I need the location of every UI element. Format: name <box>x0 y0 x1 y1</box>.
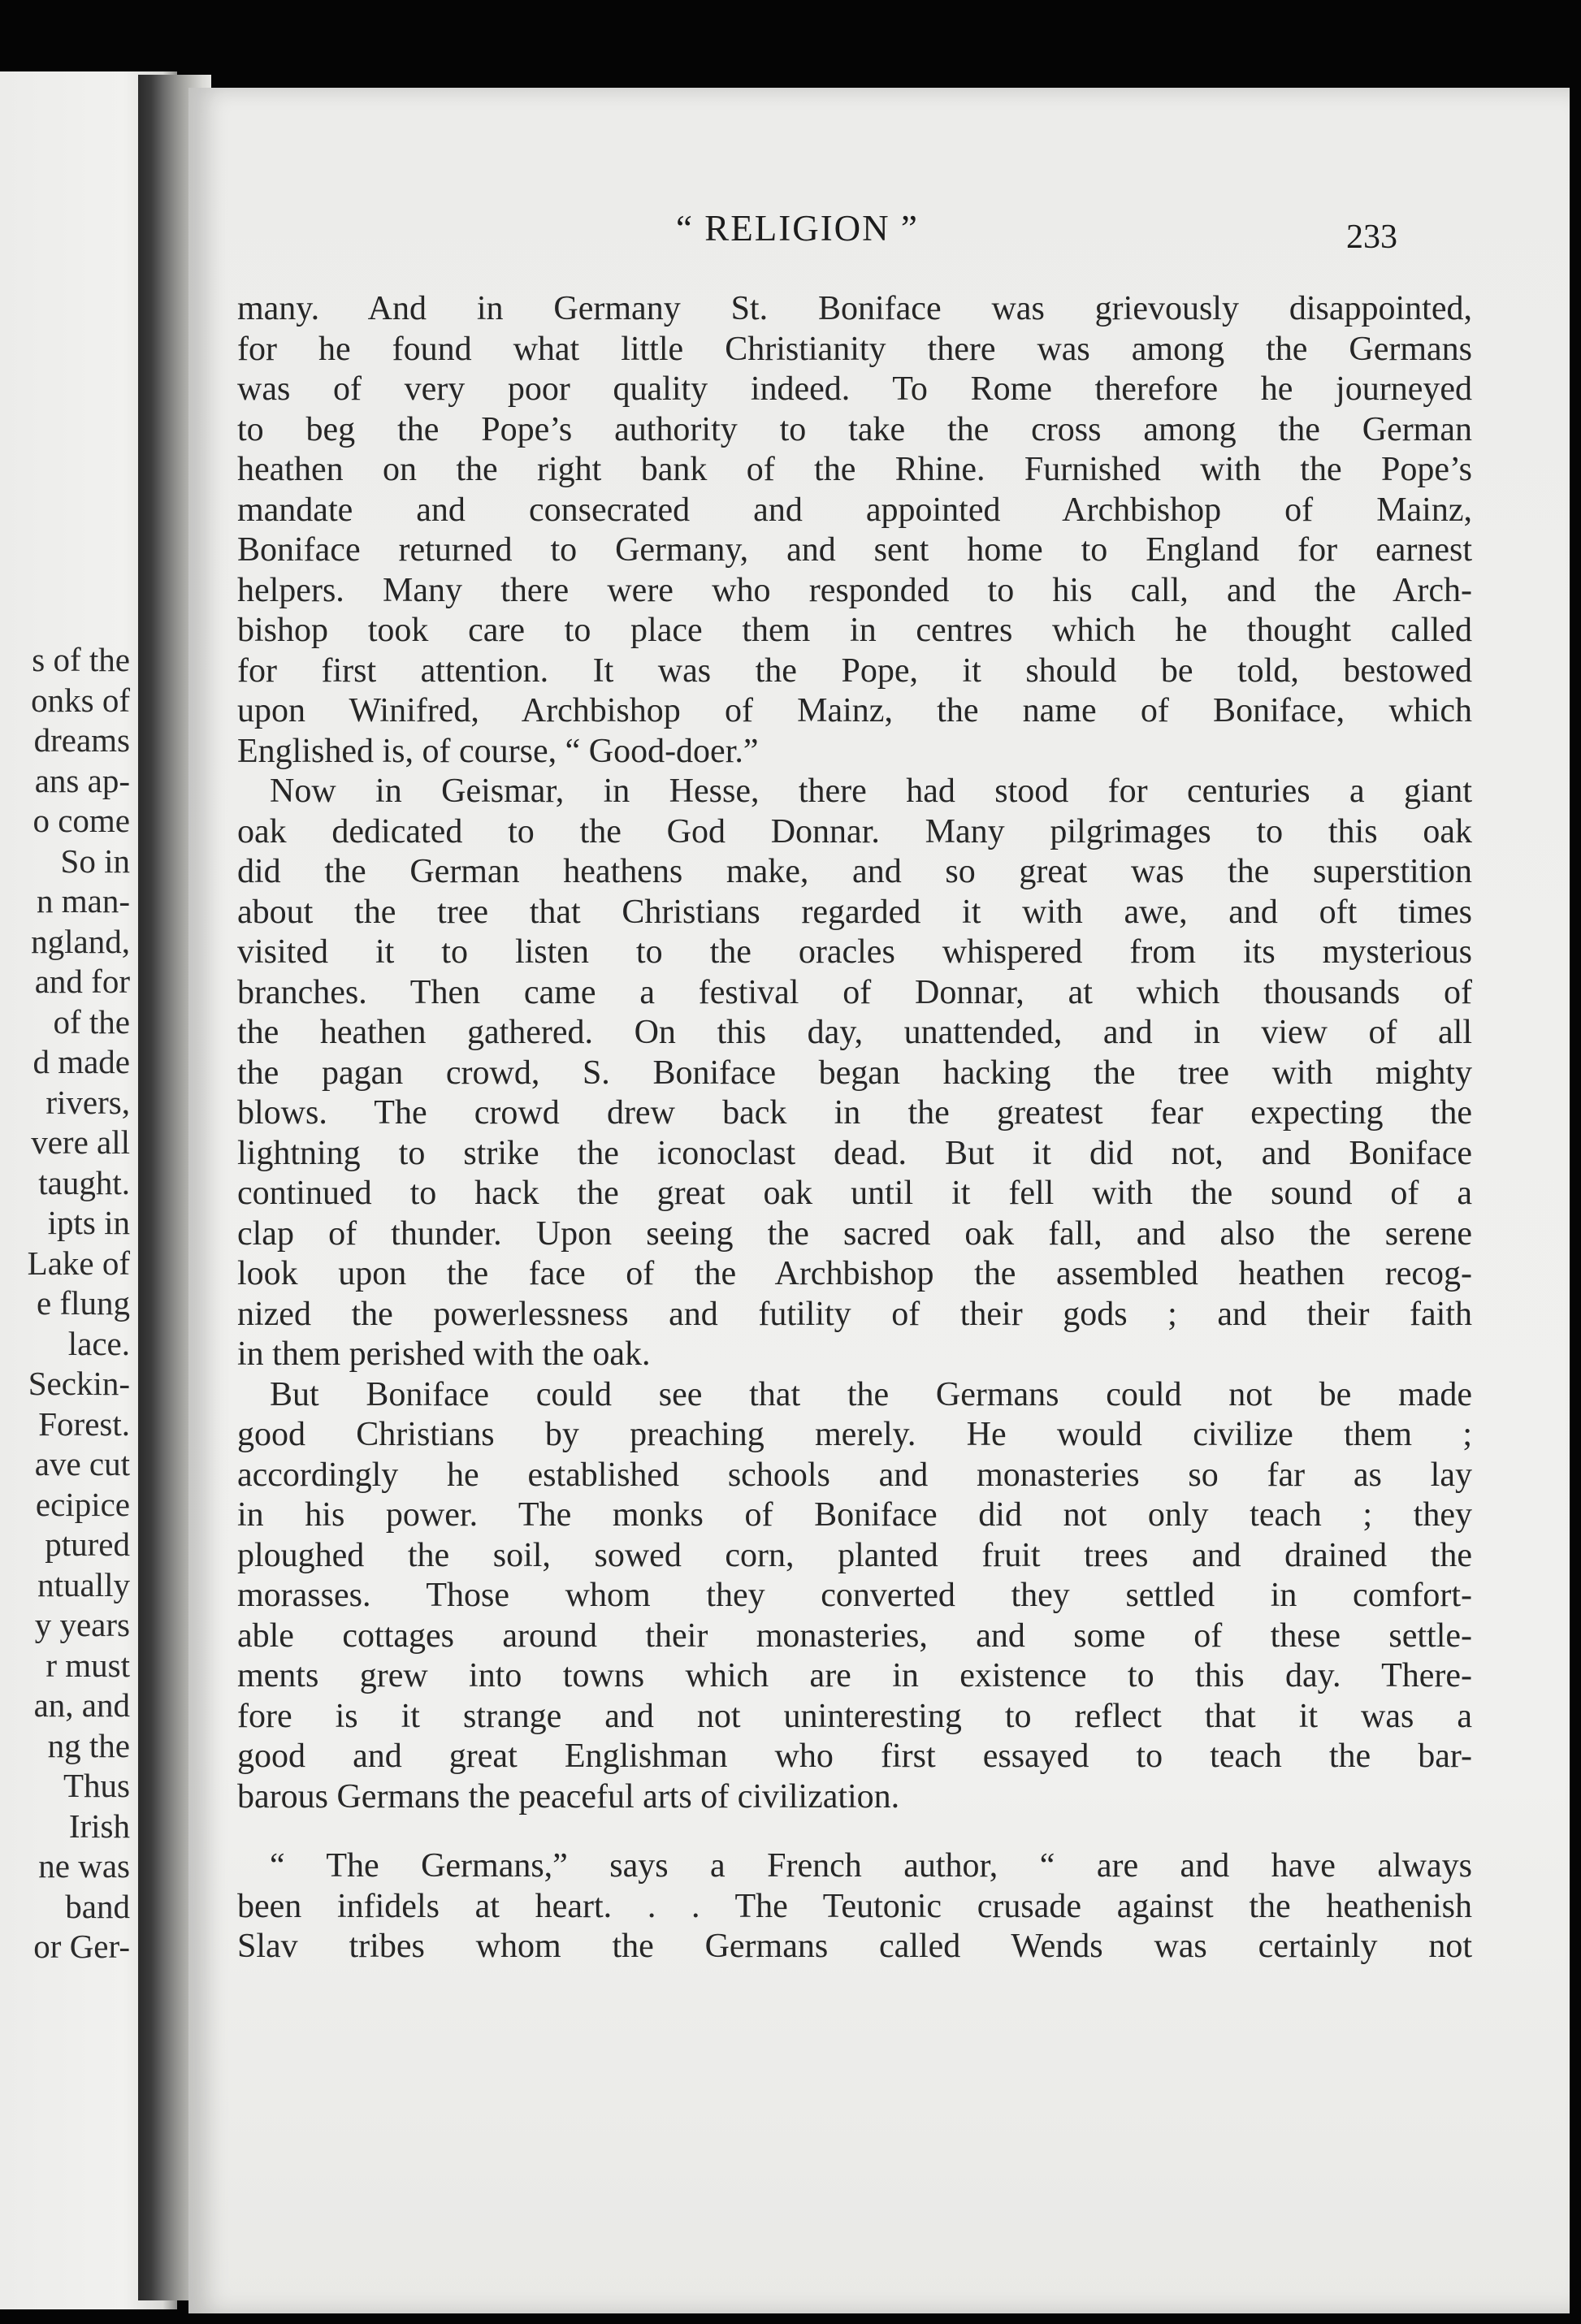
text-line: upon Winifred, Archbishop of Mainz, the name of Boniface, which <box>237 692 1472 729</box>
text-line: Englished is, of course, “ Good-doer.” <box>237 732 759 770</box>
left-line: n man- <box>37 882 130 920</box>
text-line: morasses. Those whom they converted they settled in comfort- <box>237 1577 1472 1614</box>
text-line: was of very poor quality indeed. To Rome therefore he journeyed <box>237 370 1472 408</box>
text-line: for he found what little Christianity there was among the Germans <box>237 330 1472 368</box>
left-line: Thus <box>63 1767 130 1804</box>
left-line: an, and <box>33 1686 130 1724</box>
left-line: Forest. <box>38 1404 130 1443</box>
left-line: ng the <box>47 1726 130 1764</box>
running-head: “ RELIGION ” <box>676 208 919 249</box>
text-line: lightning to strike the iconoclast dead. But it did not, and Boniface <box>237 1134 1472 1172</box>
left-line: e flung <box>37 1284 130 1322</box>
left-line: vere all <box>31 1123 130 1161</box>
left-line: o come <box>32 802 130 839</box>
text-line: to beg the Pope’s authority to take the cross among the German <box>237 410 1472 448</box>
text-line: the heathen gathered. On this day, unattended, and in view of all <box>237 1014 1472 1051</box>
text-line: in his power. The monks of Boniface did not only teach ; they <box>237 1496 1472 1534</box>
left-line: ipts in <box>47 1204 130 1241</box>
left-line: onks of <box>31 681 130 719</box>
text-line: oak dedicated to the God Donnar. Many pilgrimages to this oak <box>237 812 1472 850</box>
left-line: taught. <box>38 1163 130 1201</box>
text-line: “ The Germans,” says a French author, “ are and have always <box>270 1847 1472 1885</box>
text-line: been infidels at heart. . . The Teutonic crusade against the heathenish <box>237 1887 1472 1925</box>
text-line: for first attention. It was the Pope, it should be told, bestowed <box>237 651 1472 690</box>
text-line: mandate and consecrated and appointed Archbishop of Mainz, <box>237 491 1472 529</box>
text-line: Boniface returned to Germany, and sent home to England for earnest <box>237 531 1472 569</box>
left-line: ngland, <box>31 922 130 960</box>
left-line: ntually <box>37 1565 130 1603</box>
text-line: bishop took care to place them in centres which he thought called <box>237 612 1472 649</box>
left-line: of the <box>53 1002 130 1041</box>
text-line: in them perished with the oak. <box>237 1335 651 1373</box>
left-line: ecipice <box>35 1485 130 1523</box>
text-line: did the German heathens make, and so great was the superstition <box>237 853 1472 890</box>
left-page-text <box>28 640 130 1967</box>
left-line: So in <box>60 842 130 880</box>
text-line: many. And in Germany St. Boniface was grievously disappointed, <box>237 290 1472 327</box>
text-line: barous Germans the peaceful arts of civilization. <box>237 1777 900 1815</box>
page-number: 233 <box>1346 219 1397 256</box>
left-line: ptured <box>45 1526 130 1563</box>
left-line: r must <box>45 1646 130 1684</box>
text-line: clap of thunder. Upon seeing the sacred oak fall, and also the serene <box>237 1214 1472 1253</box>
text-line: good and great Englishman who first essayed to teach the bar- <box>237 1738 1472 1775</box>
text-line: visited it to listen to the oracles whispered from its mysterious <box>237 933 1472 971</box>
text-line: nized the powerlessness and futility of their gods ; and their faith <box>237 1295 1472 1333</box>
text-line: Slav tribes whom the Germans called Wends was certainly not <box>237 1928 1472 1965</box>
text-line: But Boniface could see that the Germans could not be made <box>270 1375 1472 1413</box>
left-line: and for <box>34 963 130 1000</box>
text-line: ploughed the soil, sowed corn, planted fruit trees and drained the <box>237 1536 1472 1574</box>
text-line: continued to hack the great oak until it fell with the sound of a <box>237 1175 1472 1212</box>
left-line: rivers, <box>45 1083 130 1121</box>
left-line: or Ger- <box>33 1928 130 1965</box>
text-line: accordingly he established schools and monasteries so far as lay <box>237 1456 1472 1494</box>
left-line: y years <box>34 1606 130 1643</box>
main-page <box>188 88 1570 2313</box>
left-line: Irish <box>68 1807 130 1845</box>
left-line: d made <box>32 1043 130 1080</box>
text-line: helpers. Many there were who responded to his call, and the Arch- <box>237 571 1472 609</box>
left-line: ans ap- <box>34 761 130 799</box>
text-line: Now in Geismar, in Hesse, there had stood for centuries a giant <box>270 773 1472 810</box>
left-line: lace. <box>67 1324 130 1362</box>
left-line: ne was <box>38 1847 130 1885</box>
body-text <box>237 289 1472 1967</box>
text-line: ments grew into towns which are in existence to this day. There- <box>237 1657 1472 1694</box>
text-line: the pagan crowd, S. Boniface began hacking the tree with mighty <box>237 1054 1472 1092</box>
text-line: able cottages around their monasteries, and some of these settle- <box>237 1616 1472 1655</box>
left-line: ave cut <box>34 1445 130 1482</box>
left-line: dreams <box>33 721 130 759</box>
text-line: blows. The crowd drew back in the greatest fear expecting the <box>237 1094 1472 1132</box>
left-line: band <box>65 1887 130 1925</box>
text-line: heathen on the right bank of the Rhine. Furnished with the Pope’s <box>237 451 1472 488</box>
text-line: branches. Then came a festival of Donnar, at which thousands of <box>237 973 1472 1011</box>
left-line: Seckin- <box>28 1365 130 1402</box>
left-line: s of the <box>32 641 130 678</box>
left-line: Lake of <box>27 1244 130 1282</box>
text-line: good Christians by preaching merely. He would civilize them ; <box>237 1416 1472 1453</box>
text-line: about the tree that Christians regarded it with awe, and oft times <box>237 893 1472 931</box>
text-line: look upon the face of the Archbishop the assembled heathen recog- <box>237 1255 1472 1292</box>
text-line: fore is it strange and not uninteresting to reflect that it was a <box>237 1697 1472 1735</box>
